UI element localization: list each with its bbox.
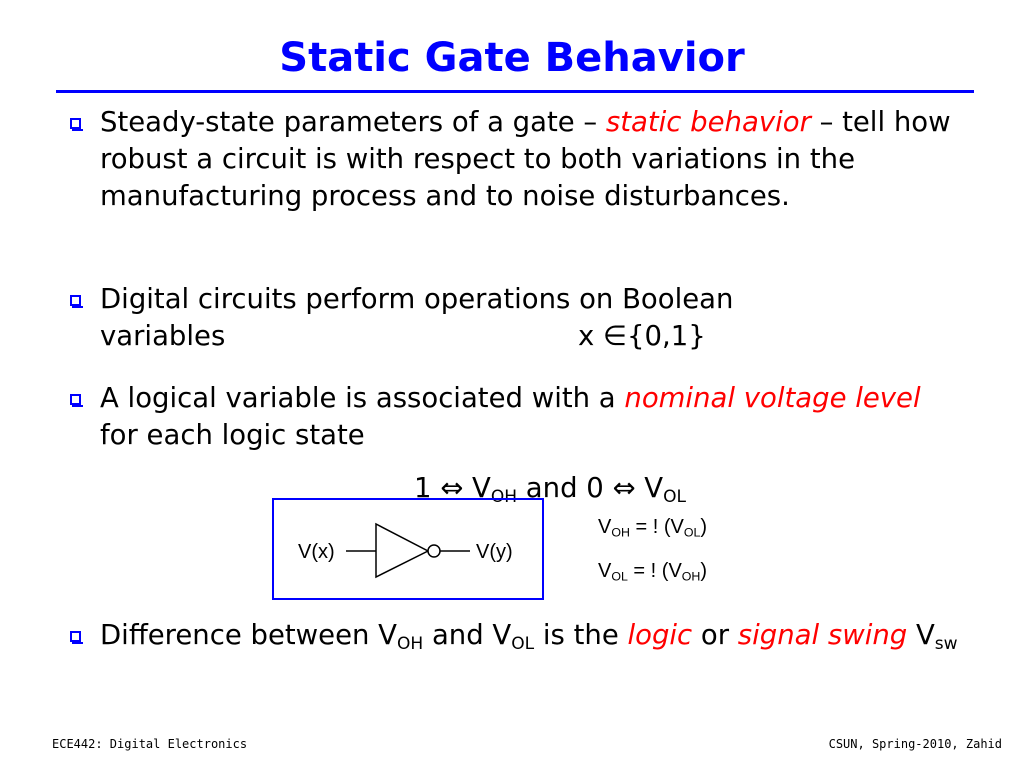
eqn-sub: OH <box>681 569 701 584</box>
mapping-sub: OH <box>490 487 518 508</box>
eqn-part: V <box>598 516 612 538</box>
bullet-sub: sw <box>934 634 958 655</box>
mapping-part: and 0 ⇔ V <box>517 472 664 504</box>
bullet-text-part: Difference between V <box>100 619 397 651</box>
bullet-text-part: Steady-state parameters of a gate – <box>100 106 606 138</box>
emphasis-nominal-voltage-level: nominal voltage level <box>624 382 921 414</box>
eqn-part: ) <box>700 560 708 582</box>
equation-vol <box>598 558 707 584</box>
eqn-part: = ! (V <box>629 516 684 538</box>
emphasis-signal-swing: signal swing <box>737 619 908 651</box>
bullet-box-icon <box>70 118 81 129</box>
mapping-part: 1 ⇔ V <box>413 472 491 504</box>
bullet-box-icon <box>70 394 81 405</box>
output-label: V(y) <box>476 541 513 563</box>
equation-voh <box>598 514 707 540</box>
mapping-sub: OL <box>663 487 687 508</box>
footer-author: CSUN, Spring-2010, Zahid <box>828 737 1002 751</box>
eqn-sub: OL <box>611 569 628 584</box>
eqn-part: V <box>598 560 612 582</box>
emphasis-logic: logic <box>627 619 693 651</box>
bullet-sub: OL <box>511 634 535 655</box>
inverter-diagram <box>272 498 544 600</box>
bullet-text-part: V <box>907 619 935 651</box>
set-notation: x ∈{0,1} <box>578 320 706 352</box>
bullet-text-part: variables <box>100 320 226 352</box>
bullet-line: Digital circuits perform operations on Boolean <box>100 283 734 315</box>
inverter-svg <box>274 500 542 598</box>
eqn-part: = ! (V <box>627 560 682 582</box>
bullet-text <box>100 380 960 454</box>
bullet-text-part: A logical variable is associated with a <box>100 382 625 414</box>
bullet-text-part: and V <box>423 619 512 651</box>
inverter-bubble-icon <box>428 545 440 557</box>
eqn-part: ) <box>700 516 708 538</box>
slide-title: Static Gate Behavior <box>279 35 745 81</box>
bullet-sub: OH <box>396 634 424 655</box>
bullet-line <box>100 318 960 355</box>
bullet-box-icon <box>70 631 81 642</box>
title-underline <box>56 90 974 93</box>
eqn-sub: OH <box>611 525 630 540</box>
bullet-text-part: – tell how robust a circuit is with respect to both variations in the manufacturing process and to noise disturbances. <box>100 106 951 212</box>
bullet-box-icon <box>70 295 81 306</box>
bullet-text <box>100 617 960 654</box>
bullet-text <box>100 281 960 355</box>
bullet-text-part: or <box>692 619 738 651</box>
eqn-sub: OL <box>683 525 701 540</box>
inverter-triangle-icon <box>376 524 428 577</box>
bullet-text-part: is the <box>534 619 628 651</box>
footer-course: ECE442: Digital Electronics <box>52 737 248 751</box>
input-label: V(x) <box>298 541 335 563</box>
emphasis-static-behavior: static behavior <box>605 106 811 138</box>
bullet-text-part: for each logic state <box>100 419 365 451</box>
bullet-text <box>100 104 960 215</box>
